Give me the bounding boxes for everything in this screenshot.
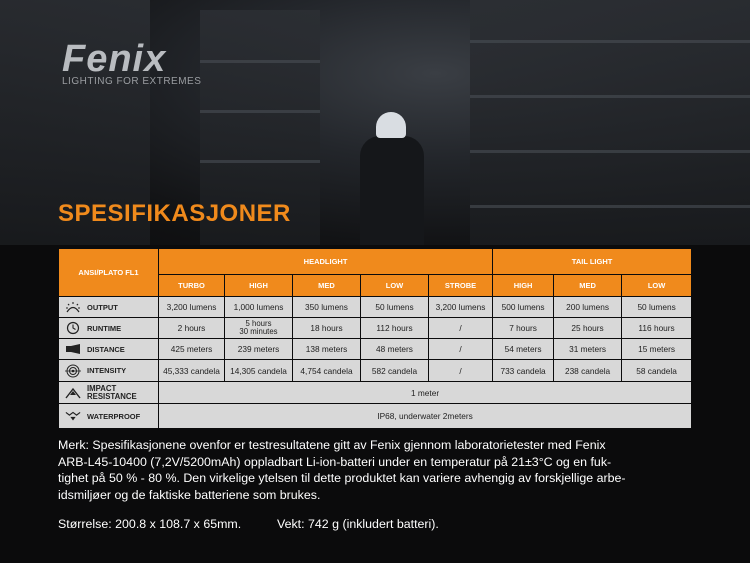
table-cell: 50 lumens xyxy=(361,297,429,318)
mode-header: STROBE xyxy=(429,275,493,297)
table-cell: 500 lumens xyxy=(493,297,554,318)
mode-header: HIGH xyxy=(225,275,293,297)
table-cell: 2 hours xyxy=(159,318,225,339)
mode-header: LOW xyxy=(622,275,692,297)
row-label: WATERPROOF xyxy=(87,411,141,421)
row-label-line2: RESISTANCE xyxy=(87,391,137,401)
table-cell: 45,333 candela xyxy=(159,360,225,382)
note-line: tighet på 50 % - 80 %. Den virkelige ytelsen til dette produktet kan variere avhengig av forskjellige arbe- xyxy=(58,471,626,485)
mode-header: MED xyxy=(293,275,361,297)
mode-header: LOW xyxy=(361,275,429,297)
table-cell: 4,754 candela xyxy=(293,360,361,382)
table-cell: IP68, underwater 2meters xyxy=(159,404,692,429)
table-cell: 733 candela xyxy=(493,360,554,382)
table-cell: / xyxy=(429,339,493,360)
table-cell: / xyxy=(429,360,493,382)
beam-distance-icon xyxy=(65,342,81,356)
table-cell: 14,305 candela xyxy=(225,360,293,382)
row-label: OUTPUT xyxy=(87,302,118,312)
table-cell: 200 lumens xyxy=(554,297,622,318)
row-label: IMPACT xyxy=(87,383,117,393)
page-title: SPESIFIKASJONER xyxy=(58,200,291,227)
row-label: RUNTIME xyxy=(87,323,122,333)
table-cell: 18 hours xyxy=(293,318,361,339)
logo-tagline: LIGHTING FOR EXTREMES xyxy=(62,76,202,87)
mode-header: MED xyxy=(554,275,622,297)
runtime-line2: 30 minutes xyxy=(239,327,278,336)
table-row xyxy=(59,382,692,404)
waterproof-icon xyxy=(65,409,81,423)
table-cell: 238 candela xyxy=(554,360,622,382)
table-cell: 3,200 lumens xyxy=(429,297,493,318)
intensity-icon xyxy=(65,364,81,378)
table-cell: 15 meters xyxy=(622,339,692,360)
note-paragraph xyxy=(58,437,698,503)
note-line: Merk: Spesifikasjonene ovenfor er testresultatene gitt av Fenix gjennom laboratorietester med Fenix xyxy=(58,438,606,452)
table-row xyxy=(59,318,692,339)
table-cell: 116 hours xyxy=(622,318,692,339)
table-cell xyxy=(225,318,293,339)
worker-figure xyxy=(360,136,424,245)
table-cell: 582 candela xyxy=(361,360,429,382)
table-cell: 138 meters xyxy=(293,339,361,360)
table-cell: 25 hours xyxy=(554,318,622,339)
table-cell: 350 lumens xyxy=(293,297,361,318)
hardhat xyxy=(376,112,406,138)
clock-icon xyxy=(65,321,81,335)
fenix-logo xyxy=(62,40,201,87)
mode-header: HIGH xyxy=(493,275,554,297)
impact-icon xyxy=(65,386,81,400)
table-cell: / xyxy=(429,318,493,339)
group-taillight: TAIL LIGHT xyxy=(493,249,692,275)
weight-text: Vekt: 742 g (inkludert batteri). xyxy=(277,517,439,531)
table-cell: 239 meters xyxy=(225,339,293,360)
size-text: Størrelse: 200.8 x 108.7 x 65mm. xyxy=(58,517,242,531)
row-label: INTENSITY xyxy=(87,366,127,375)
table-cell: 1,000 lumens xyxy=(225,297,293,318)
table-row xyxy=(59,360,692,382)
table-cell: 112 hours xyxy=(361,318,429,339)
runtime-line1: 5 hours xyxy=(245,319,272,328)
row-label: DISTANCE xyxy=(87,344,125,354)
logo-brand: Fenix xyxy=(62,38,167,80)
corner-label: ANSI/PLATO FL1 xyxy=(59,249,159,297)
output-icon xyxy=(65,300,81,314)
table-row xyxy=(59,404,692,429)
table-cell: 48 meters xyxy=(361,339,429,360)
table-cell: 54 meters xyxy=(493,339,554,360)
group-headlight: HEADLIGHT xyxy=(159,249,493,275)
table-cell: 58 candela xyxy=(622,360,692,382)
table-cell: 50 lumens xyxy=(622,297,692,318)
mode-header: TURBO xyxy=(159,275,225,297)
note-line: ARB-L45-10400 (7,2V/5200mAh) oppladbart Li-ion-batteri under en temperatur på 21±3°C og en fuk- xyxy=(58,454,612,469)
spec-table xyxy=(58,248,692,429)
note-line: idsmiljøer og de faktiske batteriene som brukes. xyxy=(58,487,321,502)
table-cell: 1 meter xyxy=(159,382,692,404)
table-row xyxy=(59,339,692,360)
table-cell: 425 meters xyxy=(159,339,225,360)
table-cell: 3,200 lumens xyxy=(159,297,225,318)
table-row xyxy=(59,297,692,318)
table-cell: 31 meters xyxy=(554,339,622,360)
table-cell: 7 hours xyxy=(493,318,554,339)
